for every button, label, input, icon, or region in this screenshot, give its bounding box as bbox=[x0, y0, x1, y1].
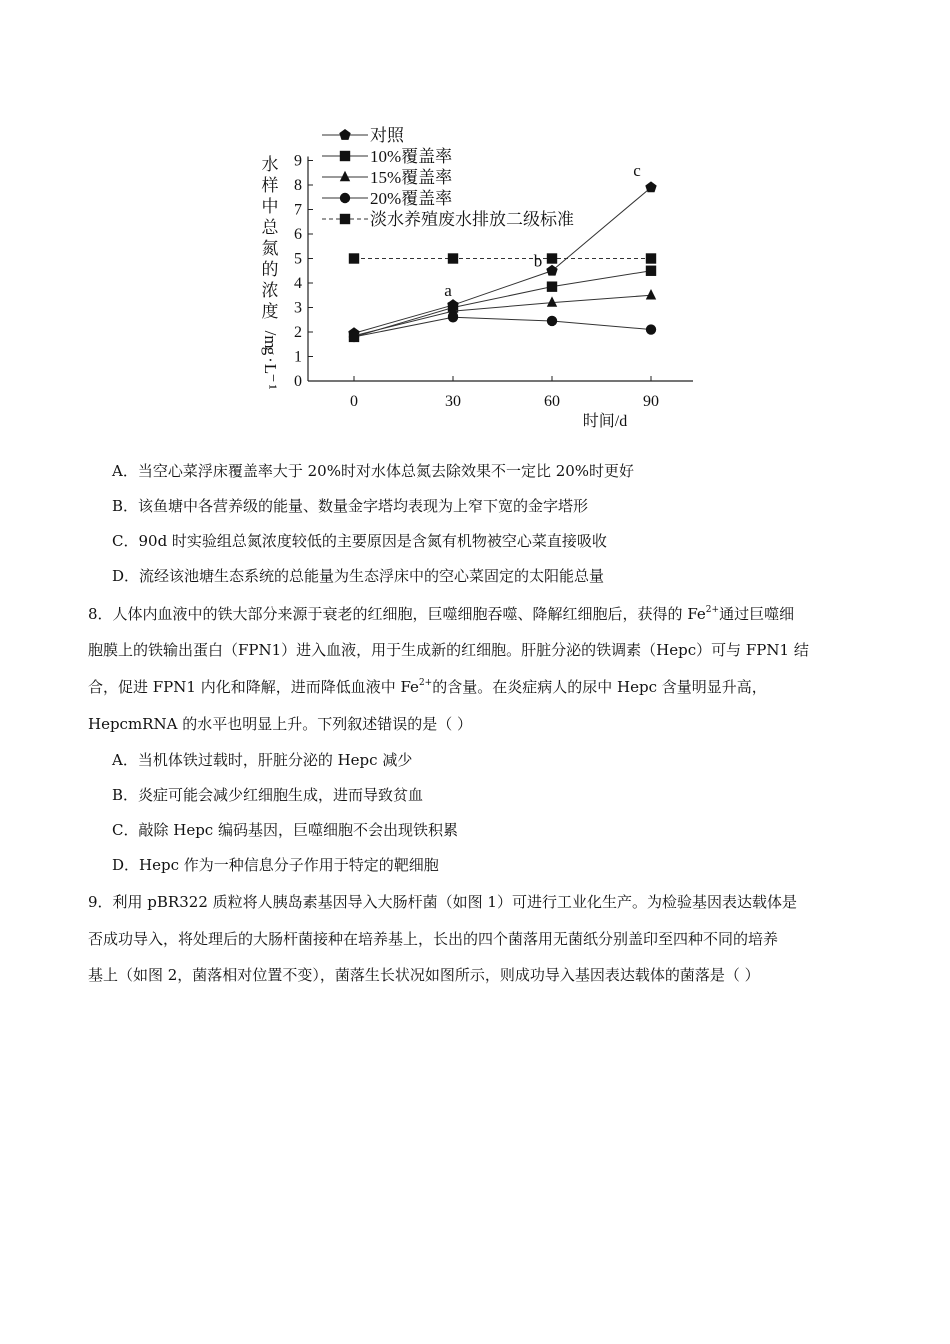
series-circle bbox=[349, 312, 656, 342]
y-label-char: 中 bbox=[261, 197, 279, 216]
y-label-char: / bbox=[261, 330, 280, 336]
chart-annotations bbox=[444, 161, 641, 300]
y-tick-label: 9 bbox=[294, 152, 302, 170]
y-label-char: 的 bbox=[261, 260, 279, 279]
y-tick-label: 7 bbox=[294, 201, 302, 219]
q8-stem-line-1: 8．人体内血液中的铁大部分来源于衰老的红细胞，巨噬细胞吞噬、降解红细胞后，获得的 $Fe^{2+}$通过巨噬细 bbox=[88, 605, 795, 623]
legend-label: 10%覆盖率 bbox=[370, 147, 453, 166]
x-tick-label: 30 bbox=[445, 393, 461, 410]
point-annotation: c bbox=[633, 160, 641, 180]
chart-ticks bbox=[294, 153, 659, 411]
x-tick-label: 60 bbox=[544, 393, 560, 410]
y-axis-label bbox=[261, 155, 280, 390]
triangle-marker bbox=[646, 289, 656, 299]
q7-option-b: B．该鱼塘中各营养级的能量、数量金字塔均表现为上窄下宽的金字塔形 bbox=[112, 497, 589, 515]
square-marker bbox=[349, 253, 359, 263]
square-marker bbox=[646, 266, 656, 276]
q9-stem-line-2: 否成功导入，将处理后的大肠杆菌接种在培养基上，长出的四个菌落用无菌纸分别盖印至四种不同的培养 bbox=[88, 930, 779, 948]
series-line bbox=[354, 271, 651, 337]
legend-label: 对照 bbox=[370, 126, 404, 145]
triangle-marker bbox=[340, 171, 350, 181]
point-annotation: a bbox=[444, 281, 452, 301]
y-label-char: m bbox=[261, 335, 280, 349]
y-tick-label: 6 bbox=[294, 226, 302, 243]
q9-stem-line-1: 9．利用 pBR322 质粒将人胰岛素基因导入大肠杆菌（如图 1）可进行工业化生产。为检验基因表达载体是 bbox=[88, 893, 797, 911]
y-tick-label: 8 bbox=[294, 177, 302, 194]
chart-legend bbox=[322, 126, 574, 229]
legend-label: 15%覆盖率 bbox=[370, 168, 453, 187]
y-label-char: ¹ bbox=[261, 384, 280, 390]
square-marker bbox=[340, 151, 350, 161]
legend-label: 20%覆盖率 bbox=[370, 189, 453, 208]
x-tick-label: 90 bbox=[643, 393, 659, 410]
x-tick-label: 0 bbox=[350, 393, 358, 410]
y-tick-label: 1 bbox=[294, 348, 302, 366]
square-marker bbox=[448, 253, 458, 263]
q8-option-b: B．炎症可能会减少红细胞生成，进而导致贫血 bbox=[112, 786, 424, 804]
q8-stem-line-4: HepcmRNA 的水平也明显上升。下列叙述错误的是（ ） bbox=[88, 715, 472, 733]
q7-option-a: A．当空心菜浮床覆盖率大于 20%时对水体总氮去除效果不一定比 20%时更好 bbox=[112, 462, 635, 480]
circle-marker bbox=[349, 332, 359, 342]
series-square bbox=[349, 266, 656, 343]
circle-marker bbox=[340, 193, 350, 203]
y-label-char: 样 bbox=[261, 176, 279, 195]
y-tick-label: 0 bbox=[294, 373, 302, 390]
circle-marker bbox=[646, 324, 656, 334]
triangle-marker bbox=[547, 296, 557, 306]
q7-option-d: D．流经该池塘生态系统的总能量为生态浮床中的空心菜固定的太阳能总量 bbox=[112, 567, 605, 585]
y-tick-label: 3 bbox=[294, 299, 302, 317]
q9-stem-line-3: 基上（如图 2，菌落相对位置不变），菌落生长状况如图所示，则成功导入基因表达载体的菌落是（ ） bbox=[88, 966, 760, 984]
square-marker bbox=[340, 214, 350, 224]
q7-option-c: C．90d 时实验组总氮浓度较低的主要原因是含氮有机物被空心菜直接吸收 bbox=[112, 532, 607, 550]
y-tick-label: 5 bbox=[294, 250, 302, 268]
legend-label: 淡水养殖废水排放二级标准 bbox=[370, 210, 574, 229]
y-tick-label: 4 bbox=[294, 275, 302, 292]
point-annotation: b bbox=[533, 251, 543, 271]
y-label-char: 氮 bbox=[261, 239, 279, 258]
nitrogen-concentration-chart bbox=[250, 118, 700, 433]
series-line bbox=[354, 295, 651, 335]
q8-option-a: A．当机体铁过载时，肝脏分泌的 Hepc 减少 bbox=[112, 751, 413, 769]
y-tick-label: 2 bbox=[294, 324, 302, 341]
pentagon-marker bbox=[645, 181, 656, 192]
y-label-char: g bbox=[261, 346, 280, 356]
y-label-char: 总 bbox=[261, 218, 279, 237]
circle-marker bbox=[547, 316, 557, 326]
square-marker bbox=[547, 281, 557, 291]
x-axis-label: 时间/d bbox=[582, 413, 628, 430]
q8-option-c: C．敲除 Hepc 编码基因，巨噬细胞不会出现铁积累 bbox=[112, 821, 458, 839]
square-marker bbox=[646, 253, 656, 263]
circle-marker bbox=[448, 312, 458, 322]
y-label-char: L bbox=[261, 363, 280, 375]
y-label-char: 水 bbox=[261, 155, 279, 174]
series-square bbox=[349, 253, 656, 263]
y-label-char: · bbox=[261, 357, 280, 363]
pentagon-marker bbox=[339, 129, 350, 140]
q8-option-d: D．Hepc 作为一种信息分子作用于特定的靶细胞 bbox=[112, 856, 439, 874]
y-label-char: 浓 bbox=[261, 281, 279, 300]
pentagon-marker bbox=[546, 265, 557, 276]
chart-axes bbox=[308, 157, 693, 382]
y-label-char: ⁻ bbox=[261, 373, 280, 383]
y-label-char: 度 bbox=[261, 302, 279, 321]
square-marker bbox=[547, 253, 557, 263]
q8-stem-line-3: 合，促进 FPN1 内化和降解，进而降低血液中 $Fe^{2+}$的含量。在炎症病人的尿中 Hepc 含量明显升高， bbox=[88, 678, 767, 696]
q8-stem-line-2: 胞膜上的铁输出蛋白（FPN1）进入血液，用于生成新的红细胞。肝脏分泌的铁调素（Hepc）可与 FPN1 结 bbox=[88, 641, 809, 659]
